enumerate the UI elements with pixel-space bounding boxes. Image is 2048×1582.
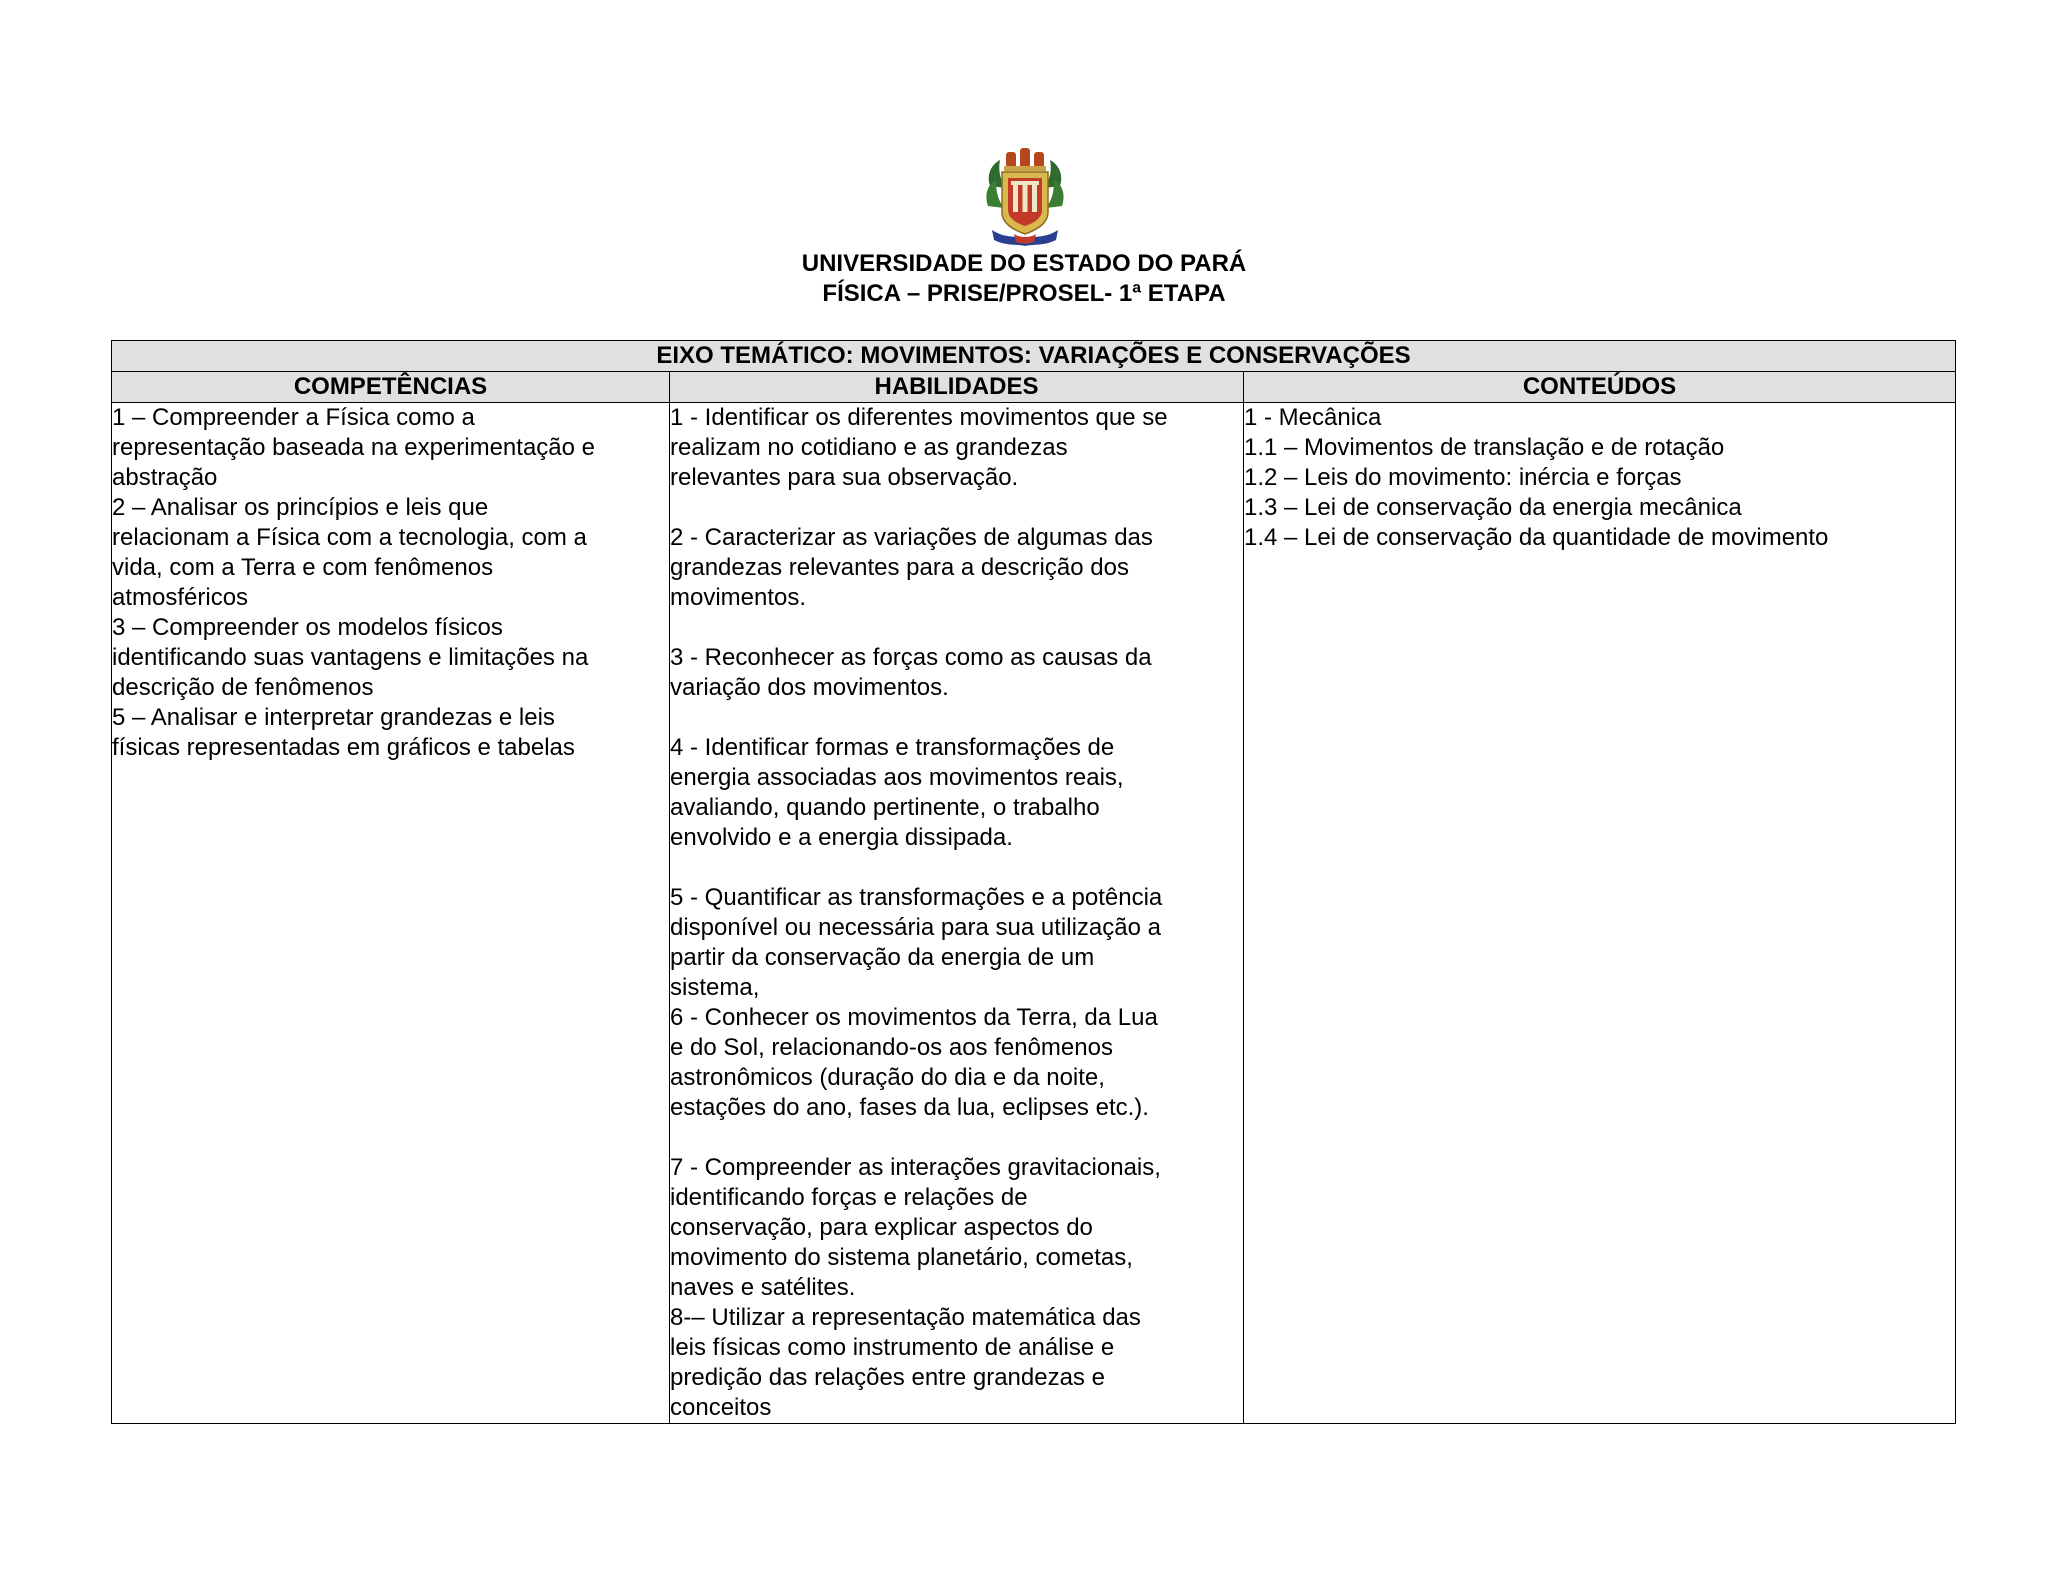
text-line: disponível ou necessária para sua utilização a <box>670 914 1161 941</box>
blank-line <box>670 613 1243 643</box>
curriculum-table <box>111 340 1956 1424</box>
competencia-item <box>112 493 669 613</box>
text-line: estações do ano, fases da lua, eclipses etc.). <box>670 1094 1149 1121</box>
text-line: 2 - Caracterizar as variações de algumas das <box>670 524 1153 551</box>
text-line: conceitos <box>670 1394 772 1421</box>
conteudos-cell <box>1244 403 1956 1424</box>
habilidade-item <box>670 733 1243 853</box>
habilidade-item <box>670 1003 1243 1123</box>
text-line: 4 - Identificar formas e transformações de <box>670 734 1115 761</box>
text-line: atmosféricos <box>112 584 249 611</box>
habilidade-item <box>670 1153 1243 1303</box>
column-header-competencias: COMPETÊNCIAS <box>112 372 670 403</box>
text-line: 5 – Analisar e interpretar grandezas e leis <box>112 704 555 731</box>
habilidade-item <box>670 523 1243 613</box>
habilidade-item <box>670 643 1243 703</box>
text-line: movimentos. <box>670 584 807 611</box>
text-line: identificando suas vantagens e limitações na <box>112 644 589 671</box>
text-line: naves e satélites. <box>670 1274 856 1301</box>
habilidade-item <box>670 1303 1243 1423</box>
text-line: predição das relações entre grandezas e <box>670 1364 1105 1391</box>
axis-title: EIXO TEMÁTICO: MOVIMENTOS: VARIAÇÕES E CONSERVAÇÕES <box>112 341 1956 372</box>
text-line: leis físicas como instrumento de análise e <box>670 1334 1115 1361</box>
text-line: e do Sol, relacionando-os aos fenômenos <box>670 1034 1113 1061</box>
competencias-cell <box>112 403 670 1424</box>
text-line: físicas representadas em gráficos e tabelas <box>112 734 575 761</box>
text-line: 2 – Analisar os princípios e leis que <box>112 494 489 521</box>
content-row <box>112 403 1956 1424</box>
competencia-item <box>112 403 669 493</box>
text-line: identificando forças e relações de <box>670 1184 1028 1211</box>
blank-line <box>670 1123 1243 1153</box>
habilidade-item <box>670 403 1243 493</box>
text-line: conservação, para explicar aspectos do <box>670 1214 1093 1241</box>
text-line: relevantes para sua observação. <box>670 464 1019 491</box>
text-line: 3 – Compreender os modelos físicos <box>112 614 503 641</box>
blank-line <box>670 493 1243 523</box>
blank-line <box>670 703 1243 733</box>
text-line: 1 – Compreender a Física como a <box>112 404 475 431</box>
text-line: descrição de fenômenos <box>112 674 374 701</box>
document-subtitle: FÍSICA – PRISE/PROSEL- 1ª ETAPA <box>822 280 1226 307</box>
competencia-item <box>112 613 669 703</box>
text-line: variação dos movimentos. <box>670 674 949 701</box>
conteudo-item: 1 - Mecânica <box>1244 404 1382 431</box>
text-line: vida, com a Terra e com fenômenos <box>112 554 494 581</box>
habilidades-cell <box>670 403 1244 1424</box>
text-line: movimento do sistema planetário, cometas, <box>670 1244 1133 1271</box>
text-line: astronômicos (duração do dia e da noite, <box>670 1064 1105 1091</box>
university-coat-of-arms <box>984 146 1066 250</box>
text-line: 8-– Utilizar a representação matemática das <box>670 1304 1141 1331</box>
conteudo-item: 1.1 – Movimentos de translação e de rotação <box>1244 434 1725 461</box>
text-line: energia associadas aos movimentos reais, <box>670 764 1124 791</box>
habilidade-item <box>670 883 1243 1003</box>
text-line: envolvido e a energia dissipada. <box>670 824 1013 851</box>
university-title: UNIVERSIDADE DO ESTADO DO PARÁ <box>801 250 1247 277</box>
text-line: abstração <box>112 464 218 491</box>
conteudo-item: 1.3 – Lei de conservação da energia mecânica <box>1244 494 1742 521</box>
conteudo-item: 1.2 – Leis do movimento: inércia e forças <box>1244 464 1682 491</box>
text-line: representação baseada na experimentação e <box>112 434 595 461</box>
column-header-habilidades: HABILIDADES <box>670 372 1244 403</box>
text-line: 3 - Reconhecer as forças como as causas da <box>670 644 1152 671</box>
column-header-row <box>112 372 1956 403</box>
blank-line <box>670 853 1243 883</box>
conteudo-item: 1.4 – Lei de conservação da quantidade de movimento <box>1244 524 1829 551</box>
text-line: relacionam a Física com a tecnologia, com a <box>112 524 587 551</box>
text-line: 7 - Compreender as interações gravitacionais, <box>670 1154 1161 1181</box>
column-header-conteudos: CONTEÚDOS <box>1244 372 1956 403</box>
text-line: 5 - Quantificar as transformações e a potência <box>670 884 1163 911</box>
text-line: partir da conservação da energia de um <box>670 944 1095 971</box>
axis-row <box>112 341 1956 372</box>
text-line: grandezas relevantes para a descrição dos <box>670 554 1129 581</box>
text-line: avaliando, quando pertinente, o trabalho <box>670 794 1100 821</box>
text-line: 6 - Conhecer os movimentos da Terra, da Lua <box>670 1004 1158 1031</box>
text-line: 1 - Identificar os diferentes movimentos que se <box>670 404 1168 431</box>
text-line: sistema, <box>670 974 760 1001</box>
text-line: realizam no cotidiano e as grandezas <box>670 434 1068 461</box>
competencia-item <box>112 703 669 763</box>
